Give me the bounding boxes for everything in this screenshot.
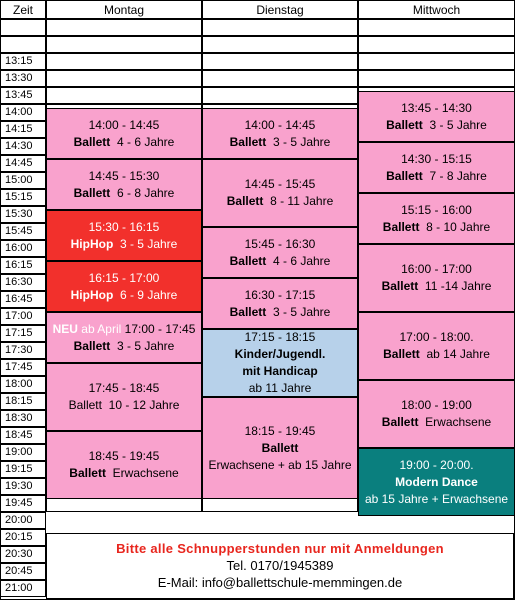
time-cell: 20:15	[0, 529, 46, 546]
class-time: 17:00 - 17:45	[124, 321, 196, 336]
class-time: 17:00 - 18:00.	[399, 330, 474, 344]
class-block-mittwoch-7[interactable]	[358, 448, 515, 516]
time-cell: 17:45	[0, 359, 46, 376]
time-cell: 17:30	[0, 342, 46, 359]
class-time: 17:45 - 18:45	[88, 381, 160, 395]
class-block-mittwoch-5[interactable]	[358, 312, 515, 380]
class-detail: 7 - 8 Jahre	[429, 168, 487, 183]
grid-cell	[358, 53, 515, 70]
class-name: Ballett	[381, 415, 419, 429]
time-cell: 17:00	[0, 308, 46, 325]
class-name: Ballett	[229, 304, 267, 319]
time-cell: 19:45	[0, 495, 46, 512]
class-detail: ab 15 Jahre + Erwachsene	[364, 491, 509, 506]
class-name: Modern Dance	[395, 474, 478, 489]
class-block-mittwoch-3[interactable]	[358, 193, 515, 244]
class-name: Kinder/Jugendl.	[234, 347, 326, 361]
grid-cell	[46, 36, 202, 53]
class-name: Ballett	[226, 194, 264, 208]
class-block-montag-1[interactable]	[46, 108, 202, 159]
class-block-montag-7[interactable]	[46, 431, 202, 499]
time-cell: 16:00	[0, 240, 46, 257]
grid-cell	[46, 19, 202, 36]
time-cell: 13:45	[0, 87, 46, 104]
class-name: Ballett	[386, 168, 423, 183]
class-block-montag-4[interactable]	[46, 261, 202, 312]
class-block-mittwoch-1[interactable]	[358, 91, 515, 142]
class-name: Ballett	[381, 279, 419, 293]
time-cell: 13:30	[0, 70, 46, 87]
class-name: Ballett	[229, 134, 267, 149]
class-time: 14:00 - 14:45	[244, 117, 316, 132]
time-cell: 20:00	[0, 512, 46, 529]
class-block-dienstag-4[interactable]	[202, 278, 358, 329]
class-detail: 8 - 10 Jahre	[426, 219, 491, 234]
time-cell: 16:45	[0, 291, 46, 308]
class-detail: ab 14 Jahre	[426, 347, 490, 361]
class-detail: 6 - 8 Jahre	[116, 185, 175, 200]
grid-cell	[46, 87, 202, 104]
class-block-dienstag-1[interactable]	[202, 108, 358, 159]
class-detail: ab 11 Jahre	[248, 381, 312, 395]
class-detail: 11 -14 Jahre	[424, 279, 492, 293]
class-detail: 3 - 5 Jahre	[272, 134, 331, 149]
time-cell: 20:45	[0, 563, 46, 580]
time-cell: 18:45	[0, 427, 46, 444]
class-detail: 3 - 5 Jahre	[119, 236, 178, 251]
class-name: Ballett	[261, 440, 299, 455]
class-block-montag-2[interactable]	[46, 159, 202, 210]
class-time: 15:45 - 16:30	[244, 236, 316, 251]
note-email[interactable]: E-Mail: info@ballettschule-memmingen.de	[157, 575, 403, 590]
grid-cell	[46, 53, 202, 70]
time-cell: 20:30	[0, 546, 46, 563]
class-name: Ballett	[69, 466, 106, 480]
class-block-montag-3[interactable]	[46, 210, 202, 261]
time-cell: 14:45	[0, 155, 46, 172]
time-cell: 19:30	[0, 478, 46, 495]
new-badge: NEU	[52, 321, 78, 336]
class-block-mittwoch-6[interactable]	[358, 380, 515, 448]
class-detail: 4 - 6 Jahre	[272, 253, 331, 268]
class-name: Ballett	[73, 338, 111, 353]
class-detail: 3 - 5 Jahre	[272, 304, 331, 319]
time-cell: 18:00	[0, 376, 46, 393]
class-time: 14:45 - 15:30	[88, 168, 160, 183]
class-time: 18:45 - 19:45	[88, 449, 160, 463]
class-detail: Erwachsene	[425, 415, 492, 429]
class-name: HipHop	[70, 236, 114, 251]
time-cell: 18:15	[0, 393, 46, 410]
time-cell: 15:30	[0, 206, 46, 223]
class-time: 14:30 - 15:15	[401, 151, 472, 166]
class-block-dienstag-2[interactable]	[202, 159, 358, 227]
class-detail: 6 - 9 Jahre	[119, 287, 178, 302]
class-name: Ballett	[68, 398, 102, 412]
class-time: 15:30 - 16:15	[88, 219, 160, 234]
class-time: 16:15 - 17:00	[88, 270, 160, 285]
class-block-montag-5[interactable]	[46, 312, 202, 363]
class-block-dienstag-5[interactable]	[202, 329, 358, 397]
class-time: 13:45 - 14:30	[401, 100, 472, 115]
class-name: Ballett	[73, 185, 111, 200]
class-name: HipHop	[70, 287, 114, 302]
time-cell: 19:15	[0, 461, 46, 478]
grid-cell	[202, 36, 358, 53]
class-block-dienstag-6[interactable]	[202, 397, 358, 499]
grid-cell	[202, 53, 358, 70]
grid-cell	[358, 19, 515, 36]
time-cell: 15:15	[0, 189, 46, 206]
time-cell: 13:15	[0, 53, 46, 70]
class-time: 18:00 - 19:00	[401, 398, 472, 412]
class-time: 14:00 - 14:45	[88, 117, 160, 132]
class-time: 14:45 - 15:45	[244, 177, 316, 191]
class-block-montag-6[interactable]	[46, 363, 202, 431]
note-registration-text: Bitte alle Schnupperstunden nur mit Anmeldungen	[116, 541, 444, 556]
class-time: 19:00 - 20:00.	[399, 457, 474, 472]
header-zeit: Zeit	[0, 0, 46, 19]
note-phone[interactable]: Tel. 0170/1945389	[226, 558, 334, 573]
class-time: 17:15 - 18:15	[244, 330, 316, 344]
time-cell: 15:00	[0, 172, 46, 189]
time-cell: 16:30	[0, 274, 46, 291]
class-time: 16:30 - 17:15	[244, 287, 316, 302]
time-cell: 19:00	[0, 444, 46, 461]
time-cell: 14:15	[0, 121, 46, 138]
grid-cell	[46, 70, 202, 87]
class-block-dienstag-3[interactable]	[202, 227, 358, 278]
class-time: 16:00 - 17:00	[401, 262, 472, 276]
class-detail: 10 - 12 Jahre	[108, 398, 180, 412]
registration-note	[46, 533, 514, 599]
class-name: Ballett	[382, 219, 420, 234]
header-mittwoch: Mittwoch	[358, 0, 515, 19]
grid-cell	[202, 87, 358, 104]
class-block-mittwoch-4[interactable]	[358, 244, 515, 312]
class-name: Ballett	[386, 117, 423, 132]
time-cell: 15:45	[0, 223, 46, 240]
class-detail: 3 - 5 Jahre	[116, 338, 175, 353]
grid-cell	[358, 36, 515, 53]
class-detail: 4 - 6 Jahre	[116, 134, 175, 149]
grid-cell	[202, 19, 358, 36]
grid-cell	[202, 70, 358, 87]
class-detail: 8 - 11 Jahre	[270, 194, 334, 208]
time-cell: 16:15	[0, 257, 46, 274]
header-montag: Montag	[46, 0, 202, 19]
class-name: Ballett	[73, 134, 111, 149]
class-time: 15:15 - 16:00	[401, 202, 472, 217]
time-cell	[0, 19, 46, 36]
time-cell: 18:30	[0, 410, 46, 427]
time-cell: 21:00	[0, 580, 46, 597]
time-cell: 14:00	[0, 104, 46, 121]
time-cell: 14:30	[0, 138, 46, 155]
time-cell: 17:15	[0, 325, 46, 342]
class-detail: Erwachsene	[112, 466, 179, 480]
class-block-mittwoch-2[interactable]	[358, 142, 515, 193]
class-name: Ballett	[229, 253, 267, 268]
badge-note: ab April	[81, 321, 122, 336]
class-detail: 3 - 5 Jahre	[429, 117, 487, 132]
class-detail: Erwachsene + ab 15 Jahre	[208, 457, 352, 472]
class-time: 18:15 - 19:45	[244, 423, 316, 438]
grid-cell	[358, 70, 515, 87]
class-name-line2: mit Handicap	[242, 364, 318, 378]
class-name: Ballett	[383, 347, 420, 361]
time-cell	[0, 36, 46, 53]
header-dienstag: Dienstag	[202, 0, 358, 19]
